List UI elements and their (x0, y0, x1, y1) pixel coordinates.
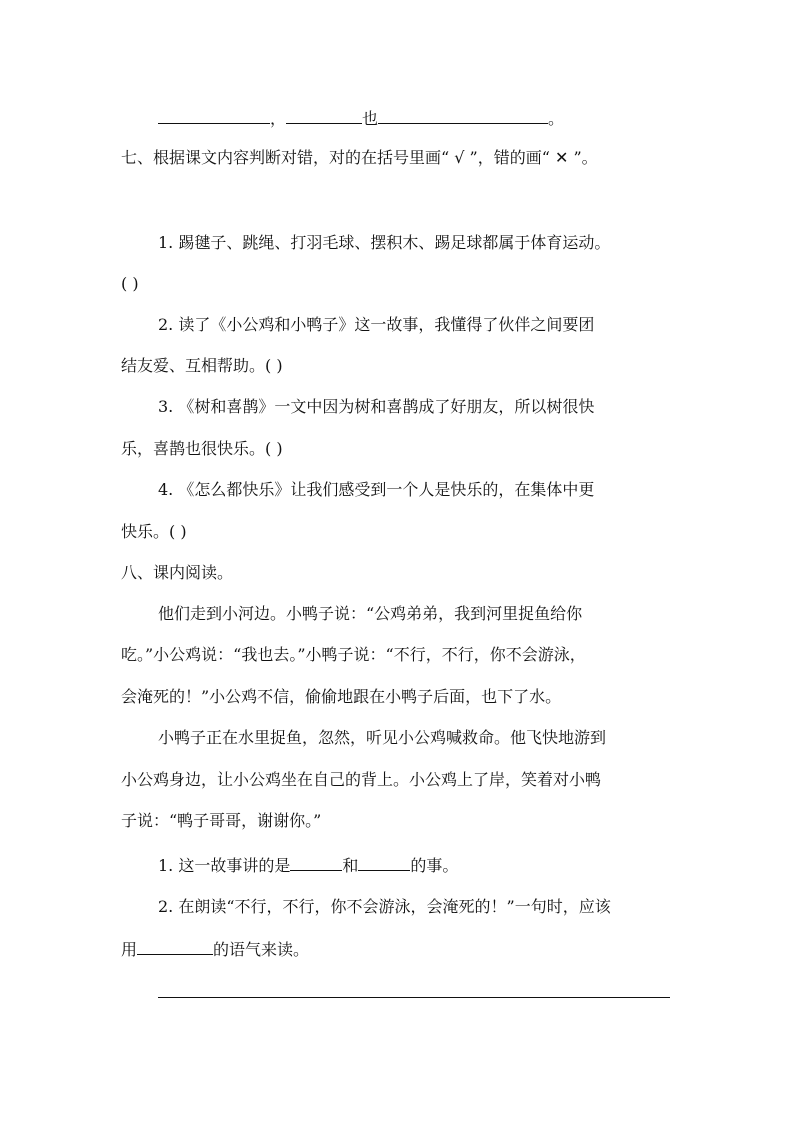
reading-p1-line2: 吃。”小公鸡说：“我也去。”小鸭子说：“不行，不行，你不会游泳， (121, 645, 586, 664)
section-7-heading: 七、根据课文内容判断对错，对的在括号里画“ √ ”，错的画“ ✕ ”。 (121, 148, 598, 167)
question-8-1 (158, 855, 458, 876)
question-8-1-text-a: 1. 这一故事讲的是 (158, 856, 291, 875)
question-8-2-text-a: 用 (121, 940, 138, 959)
reading-p1-line3: 会淹死的！”小公鸡不信，偷偷地跟在小鸭子后面，也下了水。 (121, 687, 562, 706)
question-7-4-line2[interactable]: 快乐。( ) (121, 522, 187, 541)
reading-p2-line2: 小公鸡身边，让小公鸡坐在自己的背上。小公鸡上了岸，笑着对小鸭 (121, 770, 602, 789)
question-7-4-line1: 4. 《怎么都快乐》让我们感受到一个人是快乐的，在集体中更 (158, 480, 595, 499)
question-8-1-text-b: 和 (342, 856, 359, 875)
question-7-2-line1: 2. 读了《小公鸡和小鸭子》这一故事，我懂得了伙伴之间要团 (158, 315, 595, 334)
answer-blank[interactable] (358, 855, 410, 871)
answer-blank[interactable] (286, 108, 362, 124)
fill-in-line (158, 108, 564, 129)
period: 。 (548, 109, 565, 128)
section-8-heading: 八、课内阅读。 (121, 563, 234, 582)
answer-blank[interactable] (290, 855, 342, 871)
question-8-1-text-c: 的事。 (410, 856, 459, 875)
question-7-3-line1: 3. 《树和喜鹊》一文中因为树和喜鹊成了好朋友，所以树很快 (158, 397, 595, 416)
answer-rule-line[interactable] (158, 997, 670, 998)
ye-char: 也 (362, 109, 379, 128)
reading-p1-line1: 他们走到小河边。小鸭子说：“公鸡弟弟，我到河里捉鱼给你 (158, 604, 583, 623)
comma: ， (270, 109, 287, 128)
answer-blank[interactable] (378, 108, 548, 124)
question-7-2-line2[interactable]: 结友爱、互相帮助。( ) (121, 356, 283, 375)
question-7-3-line2[interactable]: 乐，喜鹊也很快乐。( ) (121, 439, 283, 458)
answer-blank[interactable] (158, 108, 270, 124)
question-7-1-answer[interactable]: ( ) (121, 274, 139, 293)
question-7-1-line1: 1. 踢毽子、跳绳、打羽毛球、摆积木、踢足球都属于体育运动。 (158, 233, 611, 252)
reading-p2-line3: 子说：“鸭子哥哥，谢谢你。” (121, 811, 322, 830)
question-8-2-line2 (121, 939, 309, 960)
reading-p2-line1: 小鸭子正在水里捉鱼，忽然，听见小公鸡喊救命。他飞快地游到 (158, 728, 607, 747)
answer-blank[interactable] (137, 939, 213, 955)
question-8-2-text-b: 的语气来读。 (213, 940, 310, 959)
question-8-2-line1: 2. 在朗读“不行，不行，你不会游泳，会淹死的！”一句时，应该 (158, 897, 611, 916)
